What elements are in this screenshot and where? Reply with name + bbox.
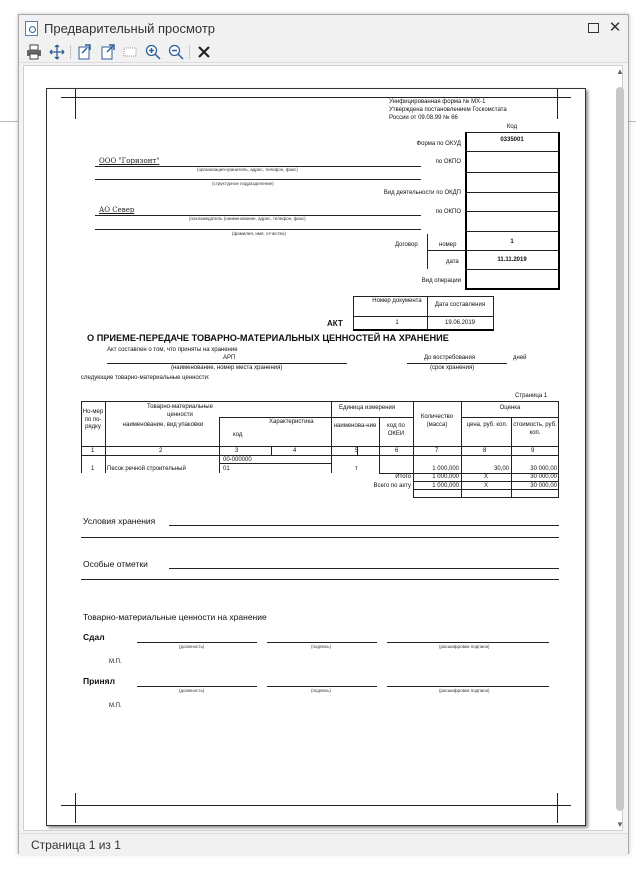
- received-label: Принял: [83, 676, 116, 686]
- org-name: ООО "Горизонт": [99, 157, 160, 165]
- col-num-1: 1: [91, 448, 95, 454]
- contract-box-line: [427, 234, 428, 269]
- number-label: номер: [439, 242, 457, 248]
- table-line: [81, 446, 559, 447]
- preview-icon: [25, 21, 38, 36]
- table-line: [331, 417, 413, 418]
- table-line: [413, 481, 559, 482]
- table-line: [219, 417, 331, 418]
- received-decode-caption: (расшифровка подписи): [439, 688, 490, 693]
- multi-page-icon: [122, 44, 138, 60]
- special-notes-label: Особые отметки: [83, 559, 148, 569]
- row-number: 1: [91, 466, 95, 472]
- row-cost: 30 000,00: [530, 466, 557, 472]
- code-box-line: [465, 192, 559, 193]
- docdate-header: Дата составления: [434, 302, 486, 308]
- zoom-in-icon: [145, 44, 161, 60]
- table-line: [511, 417, 512, 497]
- table-line: [461, 417, 559, 418]
- row-price: 30,00: [493, 466, 509, 472]
- zoom-in-button[interactable]: [144, 43, 162, 61]
- code-box-line: [465, 250, 559, 251]
- print-icon: [26, 44, 42, 60]
- operation-label: Вид операции: [421, 278, 461, 284]
- values-label: следующие товарно-материальные ценности:: [81, 375, 210, 381]
- handover-title: Товарно-материальные ценности на хранение: [83, 612, 267, 622]
- maximize-button[interactable]: [584, 19, 602, 37]
- page-status: Страница 1 из 1: [31, 838, 121, 852]
- total-qty: 1 000,000: [432, 474, 459, 480]
- received-sign-caption: (подпись): [311, 688, 332, 693]
- scroll-thumb[interactable]: [616, 87, 624, 811]
- zoom-out-icon: [168, 44, 184, 60]
- code-box-line: [465, 172, 559, 173]
- col-qty-header: Количество (масса): [420, 414, 454, 428]
- col-num-8: 8: [483, 448, 487, 454]
- number-value: 1: [510, 239, 514, 245]
- received-sign-line: [267, 686, 377, 687]
- maximize-icon: [588, 23, 599, 33]
- total-cost: 30 000,00: [530, 474, 557, 480]
- background-line: [0, 121, 20, 122]
- received-position-caption: (должность): [179, 688, 205, 693]
- gave-position-caption: (должность): [179, 644, 205, 649]
- document-page: [46, 88, 586, 826]
- row-unit: т: [355, 466, 358, 472]
- stamp-place-label-2: М.П.: [109, 703, 122, 709]
- person-caption: (фамилия, имя, отчество): [232, 231, 286, 236]
- place-value: АРП: [223, 355, 236, 361]
- multi-page-button[interactable]: [121, 43, 139, 61]
- okdp-label: Вид деятельности по ОКДП: [383, 190, 461, 196]
- act-title: О ПРИЕМЕ-ПЕРЕДАЧЕ ТОВАРНО-МАТЕРИАЛЬНЫХ ЦЕННОСТЕЙ НА ХРАНЕНИЕ: [87, 333, 449, 343]
- storage-line: [81, 537, 559, 538]
- act-box-line: [493, 296, 494, 330]
- okpo2-label: по ОКПО: [435, 209, 461, 215]
- table-line: [461, 401, 462, 497]
- code-box-line: [465, 151, 559, 152]
- notes-line: [169, 568, 559, 569]
- crop-line: [75, 89, 76, 119]
- form-header-line1: Унифицированная форма № МХ-1: [389, 99, 486, 105]
- status-bar: [19, 833, 628, 855]
- col-okei-header: код по ОКЕИ: [387, 423, 405, 437]
- place-caption: (наименование, номер места хранения): [171, 365, 283, 371]
- toolbar: [19, 41, 628, 63]
- col-number-header: Но-мер по по-рядку: [82, 409, 104, 430]
- col-name-header: наименование, вид упаковки: [122, 422, 204, 428]
- form-header-line3: России от 09.08.99 № 66: [389, 115, 458, 121]
- form-header-line2: Утверждена постановлением Госкомстата: [389, 107, 507, 113]
- col-unit-header: Единица измерения: [339, 405, 396, 411]
- col-num-5: 5: [355, 448, 359, 454]
- col-num-6: 6: [395, 448, 399, 454]
- date-label: дата: [446, 259, 459, 265]
- grand-total-cost: 30 000,00: [530, 483, 557, 489]
- code-box-line: [465, 288, 560, 290]
- row-name: Песок речной строительный: [107, 466, 186, 472]
- period-label: До востребования: [424, 355, 476, 361]
- col-cost-header: стоимость, руб. коп.: [513, 422, 557, 436]
- total-price: X: [483, 474, 488, 480]
- table-line: [558, 401, 559, 497]
- fit-page-icon: [49, 44, 65, 60]
- crop-line: [75, 793, 76, 823]
- place-line: [107, 363, 347, 364]
- grand-total-label: Всего по акту: [373, 483, 411, 489]
- received-position-line: [137, 686, 257, 687]
- docnum-header: Номер документа: [372, 298, 422, 304]
- table-line: [379, 446, 380, 473]
- code-box-line: [465, 231, 559, 232]
- col-num-4: 4: [293, 448, 297, 454]
- crop-line: [61, 97, 571, 98]
- table-line: [271, 446, 272, 455]
- period-line: [407, 363, 507, 364]
- close-preview-button[interactable]: [195, 43, 213, 61]
- table-line: [105, 401, 106, 473]
- toolbar-separator: [70, 45, 71, 59]
- period-caption: (срок хранения): [430, 365, 475, 371]
- code-label: Код: [506, 124, 518, 130]
- col-price-header: цена, руб. коп.: [466, 422, 508, 428]
- crop-line: [557, 793, 558, 823]
- act-number: 1: [395, 320, 399, 326]
- col-unit-name-header: наименова-ние: [333, 423, 377, 429]
- unit-line: [95, 179, 421, 180]
- vertical-scrollbar[interactable]: [614, 65, 626, 831]
- gave-label: Сдал: [83, 632, 105, 642]
- act-label: АКТ: [327, 319, 343, 328]
- okpo-label: по ОКПО: [435, 159, 461, 165]
- table-line: [219, 417, 220, 473]
- depositor-name: АО Север: [99, 206, 135, 214]
- act-date: 19.06.2019: [444, 320, 476, 326]
- notes-line: [81, 579, 559, 580]
- table-line: [413, 497, 559, 498]
- total-label: Итого: [395, 474, 411, 480]
- stamp-place-label: М.П.: [109, 659, 122, 665]
- table-line: [413, 401, 414, 497]
- zoom-out-button[interactable]: [167, 43, 185, 61]
- fit-page-button[interactable]: [48, 43, 66, 61]
- close-icon: [196, 44, 212, 60]
- act-form: [47, 89, 585, 825]
- gave-decode-line: [387, 642, 549, 643]
- gave-sign-line: [267, 642, 377, 643]
- table-line: [331, 401, 332, 473]
- close-icon: ✕: [608, 19, 622, 36]
- act-box-line: [353, 316, 493, 317]
- title-bar: [19, 15, 628, 41]
- storage-line: [169, 525, 559, 526]
- days-label: дней: [513, 355, 527, 361]
- date-value: 11.11.2019: [497, 257, 527, 263]
- contract-label: Договор: [395, 242, 418, 248]
- storage-conditions-label: Условия хранения: [83, 516, 156, 526]
- print-button[interactable]: [25, 43, 43, 61]
- act-box-line: [427, 296, 428, 330]
- crop-line: [61, 805, 571, 806]
- gave-sign-caption: (подпись): [311, 644, 332, 649]
- depositor-caption: (поклажедатель (наименование, адрес, телефон, факс): [189, 216, 306, 221]
- scroll-down-icon[interactable]: ▼: [616, 820, 624, 829]
- col-tmc-header: Товарно-материальные ценности: [147, 404, 213, 418]
- scroll-up-icon[interactable]: ▲: [616, 67, 624, 76]
- col-num-9: 9: [531, 448, 535, 454]
- row-qty: 1 000,000: [432, 466, 459, 472]
- act-intro: Акт составлен о том, что приняты на хранение: [107, 347, 238, 353]
- person-line: [95, 229, 421, 230]
- col-num-2: 2: [159, 448, 163, 454]
- received-decode-line: [387, 686, 549, 687]
- col-num-3: 3: [235, 448, 239, 454]
- grand-total-qty: 1 000,000: [432, 483, 459, 489]
- gave-position-line: [137, 642, 257, 643]
- col-eval-header: Оценка: [499, 405, 521, 411]
- window-title: Предварительный просмотр: [44, 21, 216, 36]
- grand-total-price: X: [483, 483, 488, 489]
- page-label: Страница 1: [515, 393, 548, 399]
- preview-viewport[interactable]: [23, 65, 623, 831]
- code-box-line: [465, 132, 559, 133]
- okud-value: 0335001: [500, 137, 524, 143]
- prev-page-button[interactable]: [75, 43, 93, 61]
- act-box-line: [353, 296, 354, 330]
- page-prev-icon: [76, 44, 92, 60]
- row-code: 00-000000 01: [223, 457, 252, 472]
- gave-decode-caption: (расшифровка подписи): [439, 644, 490, 649]
- act-box-line: [353, 329, 494, 331]
- page-next-icon: [99, 44, 115, 60]
- preview-window: [18, 14, 629, 854]
- col-code-header: код: [233, 432, 243, 438]
- contract-box-line: [427, 250, 465, 251]
- col-num-7: 7: [435, 448, 439, 454]
- code-box-line: [465, 211, 559, 212]
- crop-line: [557, 89, 558, 119]
- code-box-line: [465, 269, 559, 270]
- col-char-header: Характеристика: [269, 419, 314, 425]
- okud-label: Форма по ОКУД: [416, 141, 461, 147]
- unit-caption: (структурное подразделение): [212, 181, 274, 186]
- table-line: [81, 455, 559, 456]
- close-window-button[interactable]: [606, 19, 624, 37]
- toolbar-separator: [189, 45, 190, 59]
- table-line: [81, 401, 559, 402]
- next-page-button[interactable]: [98, 43, 116, 61]
- org-caption: (организация-хранитель, адрес, телефон, факс): [197, 167, 298, 172]
- table-line: [413, 489, 559, 490]
